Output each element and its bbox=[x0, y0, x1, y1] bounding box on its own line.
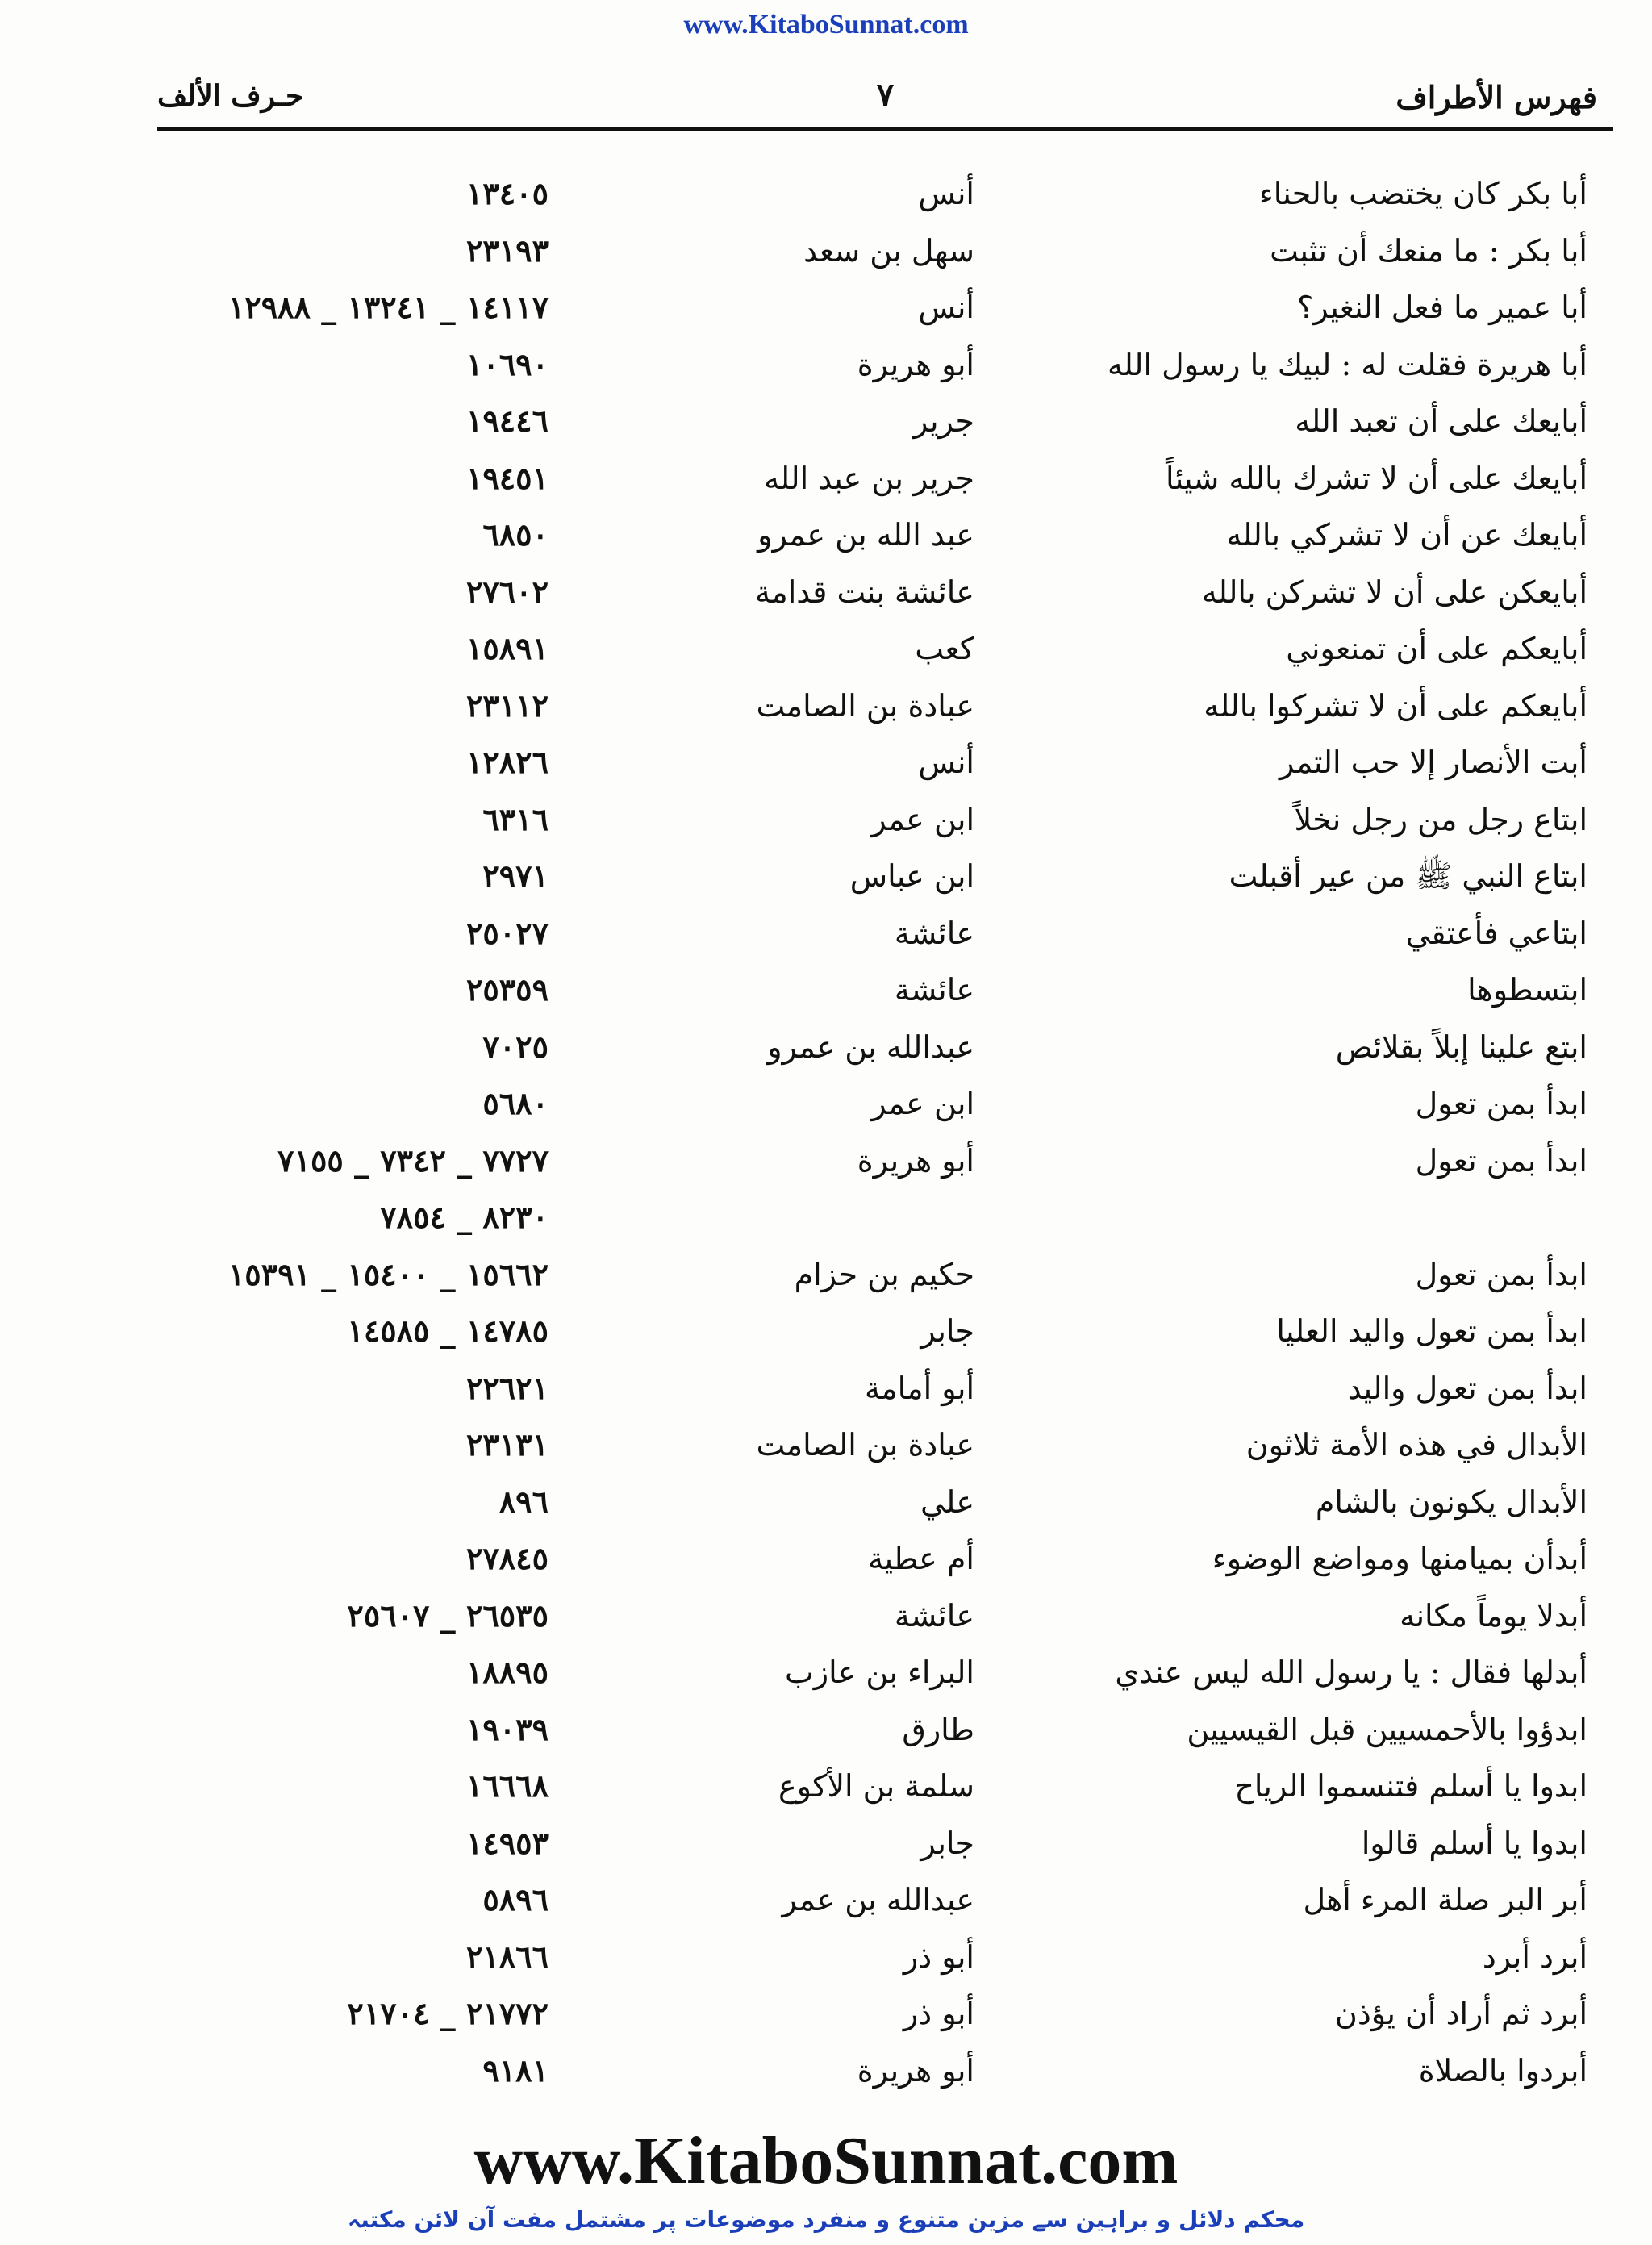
index-entry-row bbox=[0, 966, 1652, 1023]
index-entry-row bbox=[0, 1079, 1652, 1137]
hadith-text: ابدؤوا بالأحمسيين قبل القيسيين bbox=[1187, 1711, 1587, 1747]
hadith-references: ١٤٧٨٥ _ ١٤٥٨٥ bbox=[347, 1312, 549, 1349]
narrator-name: أبو هريرة bbox=[857, 346, 974, 382]
index-entry-row bbox=[0, 1819, 1652, 1876]
hadith-references: ١٩٠٣٩ bbox=[465, 1710, 549, 1747]
index-entry-row bbox=[0, 682, 1652, 739]
narrator-name: ابن عمر bbox=[871, 1086, 974, 1121]
narrator-name: عبادة بن الصامت bbox=[756, 687, 974, 724]
hadith-references: ٢١٨٦٦ bbox=[465, 1938, 549, 1975]
narrator-name: حكيم بن حزام bbox=[794, 1256, 974, 1292]
hadith-references: ٢٩٧١ bbox=[482, 858, 549, 894]
hadith-references: ٢٦٥٣٥ _ ٢٥٦٠٧ bbox=[347, 1596, 549, 1634]
hadith-references: ١٠٦٩٠ bbox=[465, 345, 549, 382]
narrator-name: علي bbox=[920, 1483, 974, 1520]
narrator-name: طارق bbox=[902, 1711, 974, 1747]
hadith-references: ١٩٤٤٦ bbox=[465, 403, 549, 439]
hadith-text: أبايعكم على أن تمنعوني bbox=[1286, 631, 1587, 666]
hadith-text: ابدأ بمن تعول bbox=[1415, 1142, 1587, 1179]
narrator-name: ابن عمر bbox=[871, 801, 974, 837]
hadith-references: ١٥٨٩١ bbox=[465, 630, 549, 666]
hadith-text: أبر البر صلة المرء أهل bbox=[1303, 1882, 1587, 1917]
narrator-name: ابن عباس bbox=[849, 858, 974, 894]
index-entry-row bbox=[0, 1592, 1652, 1649]
hadith-references: ٢١٧٧٢ _ ٢١٧٠٤ bbox=[347, 1995, 549, 2031]
hadith-text: أبا بكر كان يختضب بالحناء bbox=[1258, 176, 1587, 211]
index-entry-row bbox=[0, 1137, 1652, 1194]
hadith-references: ١٦٦٦٨ bbox=[465, 1767, 549, 1804]
narrator-name: سلمة بن الأكوع bbox=[778, 1768, 974, 1804]
top-watermark-url: www.KitaboSunnat.com bbox=[683, 10, 969, 40]
index-entry-row bbox=[0, 1250, 1652, 1308]
hadith-text: أبايعكن على أن لا تشركن بالله bbox=[1201, 574, 1587, 610]
index-entry-row bbox=[0, 283, 1652, 340]
index-title: فهرس الأطراف bbox=[1395, 79, 1597, 115]
hadith-references: ٢٣١٣١ bbox=[465, 1426, 549, 1463]
hadith-text: أبايعك عن أن لا تشركي بالله bbox=[1226, 517, 1587, 553]
hadith-references: ٦٨٥٠ bbox=[482, 516, 549, 553]
hadith-text: ابدوا يا أسلم قالوا bbox=[1361, 1825, 1587, 1861]
hadith-references: ٢٢٦٢١ bbox=[465, 1369, 549, 1406]
hadith-text: أبرد أبرد bbox=[1482, 1938, 1587, 1975]
hadith-references: ١٤١١٧ _ ١٣٢٤١ _ ١٢٩٨٨ bbox=[227, 289, 549, 325]
narrator-name: أنس bbox=[918, 745, 974, 780]
footer-watermark-url: www.KitaboSunnat.com bbox=[473, 2123, 1179, 2198]
index-entry-row bbox=[0, 1307, 1652, 1364]
hadith-text: ابتاع النبي ﷺ من عير أقبلت bbox=[1229, 858, 1587, 894]
hadith-references: ٧٠٢٥ bbox=[482, 1028, 549, 1065]
hadith-text: أبايعكم على أن لا تشركوا بالله bbox=[1204, 687, 1587, 724]
hadith-references: ٧٧٢٧ _ ٧٣٤٢ _ ٧١٥٥ bbox=[277, 1141, 549, 1179]
index-entry-row bbox=[0, 1364, 1652, 1421]
hadith-text: أبت الأنصار إلا حب التمر bbox=[1279, 745, 1587, 780]
narrator-name: عبدالله بن عمرو bbox=[767, 1029, 974, 1065]
narrator-name: أبو ذر bbox=[903, 1938, 974, 1975]
hadith-references: ٦٣١٦ bbox=[482, 800, 549, 837]
narrator-name: كعب bbox=[915, 631, 974, 666]
letter-section-title: حـرف الألف bbox=[157, 79, 304, 113]
index-entry-row bbox=[0, 1876, 1652, 1933]
index-entry-row bbox=[0, 1023, 1652, 1080]
hadith-references: ٢٥٣٥٩ bbox=[465, 971, 549, 1008]
hadith-references: ٨٢٣٠ _ ٧٨٥٤ bbox=[380, 1199, 549, 1235]
hadith-references: ١٢٨٢٦ bbox=[465, 744, 549, 780]
hadith-references: ١٨٨٩٥ bbox=[465, 1654, 549, 1690]
hadith-text: الأبدال يكونون بالشام bbox=[1315, 1483, 1587, 1520]
index-entry-row bbox=[0, 624, 1652, 682]
narrator-name: عائشة bbox=[894, 1597, 974, 1634]
index-entry-row bbox=[0, 1762, 1652, 1819]
index-entries bbox=[0, 169, 1652, 2103]
index-entry-row bbox=[0, 852, 1652, 909]
narrator-name: أنس bbox=[918, 290, 974, 325]
index-entry-row bbox=[0, 340, 1652, 398]
page-header bbox=[157, 71, 1613, 131]
narrator-name: عبدالله بن عمر bbox=[782, 1882, 974, 1917]
hadith-references: ١٩٤٥١ bbox=[465, 459, 549, 496]
index-entry-row bbox=[0, 1478, 1652, 1535]
hadith-references: ٢٧٦٠٢ bbox=[465, 573, 549, 610]
index-entry-row bbox=[0, 1193, 1652, 1250]
index-entry-row bbox=[0, 227, 1652, 284]
narrator-name: عائشة بنت قدامة bbox=[754, 574, 974, 610]
hadith-text: ابتاع رجل من رجل نخلاً bbox=[1294, 801, 1587, 837]
hadith-text: ابتسطوها bbox=[1467, 972, 1587, 1008]
index-entry-row bbox=[0, 397, 1652, 454]
narrator-name: جابر bbox=[920, 1825, 974, 1861]
hadith-text: أبا بكر : ما منعك أن تثبت bbox=[1270, 232, 1587, 269]
index-entry-row bbox=[0, 454, 1652, 511]
index-entry-row bbox=[0, 738, 1652, 795]
index-entry-row bbox=[0, 1421, 1652, 1478]
hadith-references: ٢٥٠٢٧ bbox=[465, 914, 549, 951]
narrator-name: عائشة bbox=[894, 972, 974, 1008]
hadith-references: ١٣٤٠٥ bbox=[465, 175, 549, 211]
hadith-text: ابدوا يا أسلم فتنسموا الرياح bbox=[1234, 1768, 1587, 1804]
hadith-text: ابتاعي فأعتقي bbox=[1405, 915, 1587, 951]
index-entry-row bbox=[0, 1534, 1652, 1592]
index-entry-row bbox=[0, 1705, 1652, 1763]
narrator-name: البراء بن عازب bbox=[784, 1655, 974, 1690]
hadith-text: أبدأن بميامنها ومواضع الوضوء bbox=[1212, 1541, 1587, 1576]
narrator-name: أم عطية bbox=[868, 1541, 974, 1576]
narrator-name: سهل بن سعد bbox=[803, 232, 974, 269]
hadith-text: أبا عمير ما فعل النغير؟ bbox=[1297, 290, 1587, 325]
index-entry-row bbox=[0, 568, 1652, 625]
hadith-references: ٩١٨١ bbox=[482, 2051, 549, 2089]
hadith-text: أبايعك على أن لا تشرك بالله شيئاً bbox=[1166, 460, 1587, 496]
index-entry-row bbox=[0, 1989, 1652, 2047]
hadith-text: ابتع علينا إبلاً بقلائص bbox=[1335, 1029, 1587, 1065]
index-entry-row bbox=[0, 169, 1652, 227]
index-entry-row bbox=[0, 909, 1652, 966]
index-entry-row bbox=[0, 511, 1652, 568]
narrator-name: جابر bbox=[920, 1313, 974, 1349]
hadith-text: أبدلها فقال : يا رسول الله ليس عندي bbox=[1115, 1655, 1587, 1690]
footer-tagline: محکم دلائل و براہین سے مزین متنوع و منفرد موضوعات پر مشتمل مفت آن لائن مکتبہ bbox=[347, 2206, 1305, 2233]
hadith-text: أبدلا يوماً مكانه bbox=[1400, 1597, 1587, 1634]
hadith-references: ٢٣١١٢ bbox=[465, 686, 549, 724]
hadith-text: أبردوا بالصلاة bbox=[1418, 2052, 1587, 2089]
hadith-references: ١٥٦٦٢ _ ١٥٤٠٠ _ ١٥٣٩١ bbox=[227, 1255, 549, 1292]
index-entry-row bbox=[0, 1933, 1652, 1990]
narrator-name: أبو أمامة bbox=[864, 1370, 974, 1406]
hadith-references: ١٤٩٥٣ bbox=[465, 1824, 549, 1861]
narrator-name: أبو هريرة bbox=[857, 1142, 974, 1179]
hadith-text: أبا هريرة فقلت له : لبيك يا رسول الله bbox=[1107, 346, 1587, 382]
page-number: ٧ bbox=[876, 76, 895, 114]
hadith-text: ابدأ بمن تعول واليد العليا bbox=[1276, 1313, 1587, 1349]
hadith-references: ٥٨٩٦ bbox=[482, 1881, 549, 1917]
narrator-name: عائشة bbox=[894, 915, 974, 951]
hadith-text: ابدأ بمن تعول bbox=[1415, 1086, 1587, 1121]
index-entry-row bbox=[0, 1648, 1652, 1705]
hadith-text: ابدأ بمن تعول واليد bbox=[1347, 1370, 1587, 1406]
narrator-name: أبو هريرة bbox=[857, 2052, 974, 2089]
index-entry-row bbox=[0, 795, 1652, 853]
hadith-text: أبايعك على أن تعبد الله bbox=[1295, 403, 1587, 439]
narrator-name: أبو ذر bbox=[903, 1996, 974, 2031]
hadith-references: ٨٩٦ bbox=[499, 1483, 549, 1520]
hadith-text: الأبدال في هذه الأمة ثلاثون bbox=[1245, 1427, 1587, 1463]
index-entry-row bbox=[0, 2047, 1652, 2104]
narrator-name: عبد الله بن عمرو bbox=[757, 517, 974, 553]
hadith-references: ٥٦٨٠ bbox=[482, 1085, 549, 1121]
hadith-text: ابدأ بمن تعول bbox=[1415, 1256, 1587, 1292]
narrator-name: عبادة بن الصامت bbox=[756, 1427, 974, 1463]
narrator-name: جرير بن عبد الله bbox=[764, 460, 974, 496]
narrator-name: أنس bbox=[918, 176, 974, 211]
hadith-references: ٢٧٨٤٥ bbox=[465, 1540, 549, 1576]
hadith-text: أبرد ثم أراد أن يؤذن bbox=[1334, 1996, 1587, 2031]
hadith-references: ٢٣١٩٣ bbox=[465, 232, 549, 269]
narrator-name: جرير bbox=[913, 403, 974, 439]
